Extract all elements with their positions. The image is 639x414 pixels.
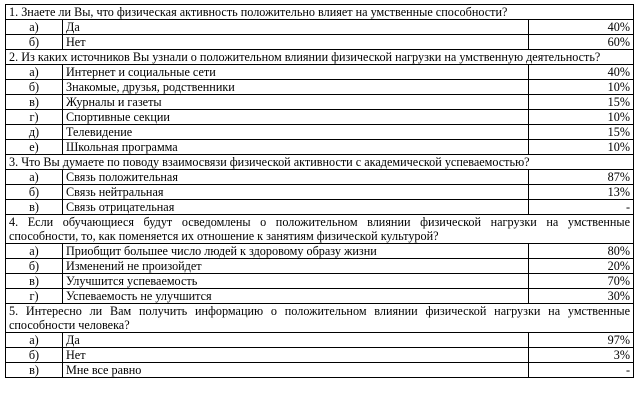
answer-row <box>6 244 634 259</box>
answer-percent: 40% <box>529 20 634 35</box>
answer-letter: г) <box>6 289 63 304</box>
question-text: 1. Знаете ли Вы, что физическая активность положительно влияет на умственные способности? <box>6 5 634 20</box>
answer-letter: б) <box>6 80 63 95</box>
answer-letter: а) <box>6 333 63 348</box>
question-row <box>6 50 634 65</box>
answer-letter: в) <box>6 95 63 110</box>
answer-letter: г) <box>6 110 63 125</box>
answer-percent: 60% <box>529 35 634 50</box>
question-row <box>6 215 634 244</box>
answer-letter: в) <box>6 200 63 215</box>
answer-letter: а) <box>6 65 63 80</box>
answer-letter: в) <box>6 363 63 378</box>
answer-letter: а) <box>6 170 63 185</box>
answer-row <box>6 289 634 304</box>
answer-row <box>6 95 634 110</box>
answer-percent: 80% <box>529 244 634 259</box>
answer-row <box>6 274 634 289</box>
answer-percent: - <box>529 363 634 378</box>
answer-label: Улучшится успеваемость <box>63 274 529 289</box>
answer-row <box>6 110 634 125</box>
answer-row <box>6 363 634 378</box>
answer-percent: 97% <box>529 333 634 348</box>
answer-row <box>6 65 634 80</box>
answer-label: Нет <box>63 348 529 363</box>
answer-percent: 20% <box>529 259 634 274</box>
answer-row <box>6 125 634 140</box>
answer-percent: - <box>529 200 634 215</box>
answer-label: Журналы и газеты <box>63 95 529 110</box>
answer-percent: 3% <box>529 348 634 363</box>
answer-label: Мне все равно <box>63 363 529 378</box>
answer-percent: 30% <box>529 289 634 304</box>
answer-label: Знакомые, друзья, родственники <box>63 80 529 95</box>
answer-row <box>6 333 634 348</box>
answer-row <box>6 35 634 50</box>
answer-row <box>6 20 634 35</box>
answer-label: Связь отрицательная <box>63 200 529 215</box>
answer-row <box>6 259 634 274</box>
question-row <box>6 155 634 170</box>
answer-letter: а) <box>6 20 63 35</box>
answer-label: Приобщит большее число людей к здоровому образу жизни <box>63 244 529 259</box>
answer-row <box>6 348 634 363</box>
question-text: 2. Из каких источников Вы узнали о положительном влиянии физической нагрузки на умственную деятельность? <box>6 50 634 65</box>
survey-table-body <box>6 5 634 378</box>
question-text: 4. Если обучающиеся будут осведомлены о положительном влиянии физической нагрузки на умственные способности, то, как поменяется их отношение к занятиям физической культурой? <box>6 215 634 244</box>
answer-label: Связь положительная <box>63 170 529 185</box>
answer-row <box>6 140 634 155</box>
question-row <box>6 5 634 20</box>
answer-label: Успеваемость не улучшится <box>63 289 529 304</box>
answer-label: Телевидение <box>63 125 529 140</box>
answer-percent: 15% <box>529 95 634 110</box>
answer-row <box>6 185 634 200</box>
answer-percent: 87% <box>529 170 634 185</box>
answer-percent: 10% <box>529 110 634 125</box>
answer-letter: б) <box>6 185 63 200</box>
question-row <box>6 304 634 333</box>
answer-percent: 15% <box>529 125 634 140</box>
answer-row <box>6 200 634 215</box>
answer-label: Спортивные секции <box>63 110 529 125</box>
question-text: 3. Что Вы думаете по поводу взаимосвязи физической активности с академической успеваемостью? <box>6 155 634 170</box>
answer-percent: 40% <box>529 65 634 80</box>
answer-percent: 13% <box>529 185 634 200</box>
answer-letter: а) <box>6 244 63 259</box>
answer-letter: б) <box>6 259 63 274</box>
answer-label: Да <box>63 333 529 348</box>
answer-letter: е) <box>6 140 63 155</box>
answer-letter: д) <box>6 125 63 140</box>
answer-percent: 10% <box>529 80 634 95</box>
answer-label: Да <box>63 20 529 35</box>
answer-row <box>6 80 634 95</box>
answer-letter: б) <box>6 35 63 50</box>
question-text: 5. Интересно ли Вам получить информацию о положительном влиянии физической нагрузки на умственные способности человека? <box>6 304 634 333</box>
answer-letter: в) <box>6 274 63 289</box>
answer-label: Нет <box>63 35 529 50</box>
answer-label: Изменений не произойдет <box>63 259 529 274</box>
survey-table <box>5 4 634 378</box>
answer-label: Интернет и социальные сети <box>63 65 529 80</box>
answer-label: Связь нейтральная <box>63 185 529 200</box>
answer-label: Школьная программа <box>63 140 529 155</box>
answer-percent: 70% <box>529 274 634 289</box>
answer-row <box>6 170 634 185</box>
answer-percent: 10% <box>529 140 634 155</box>
answer-letter: б) <box>6 348 63 363</box>
